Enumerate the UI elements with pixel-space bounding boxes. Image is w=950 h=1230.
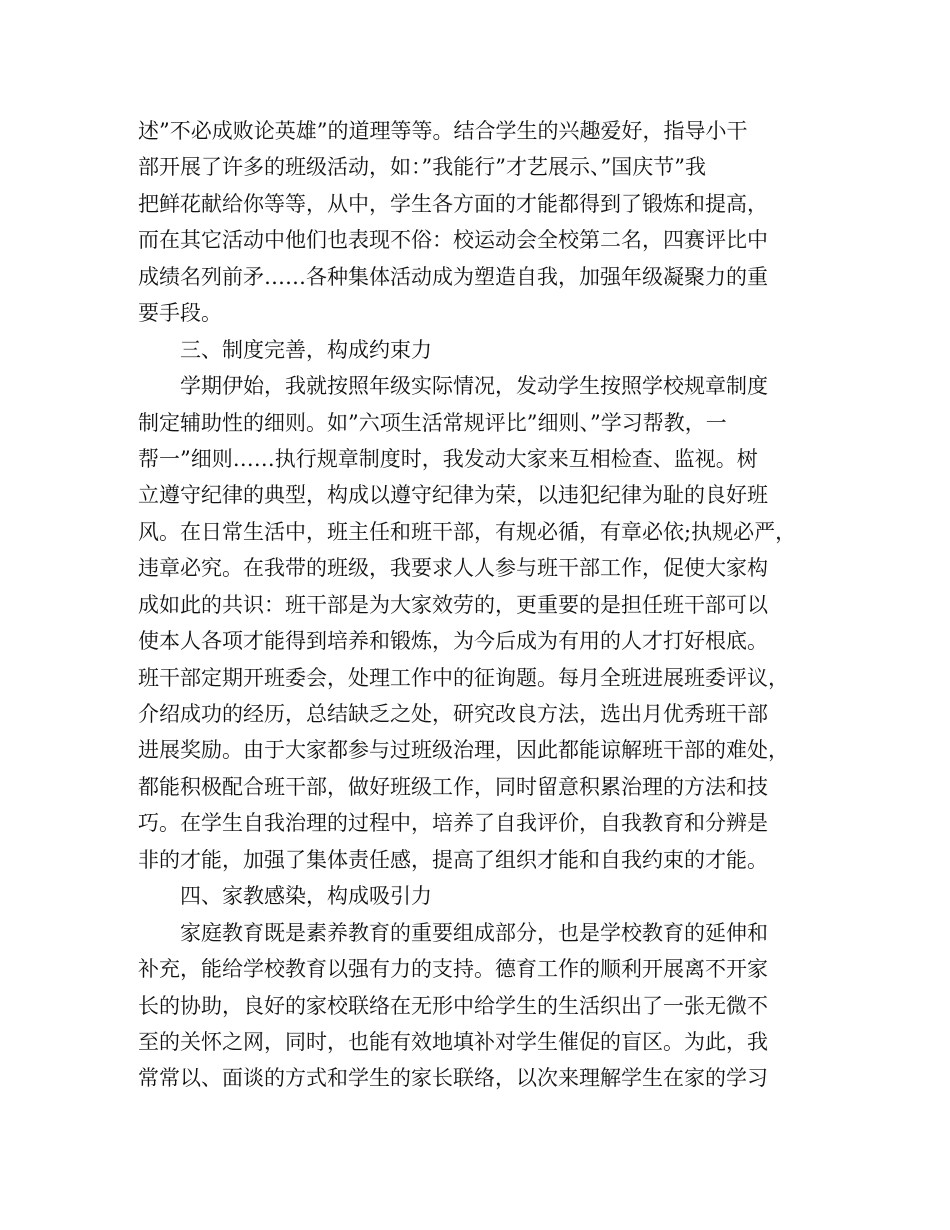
text-line: 班干部定期开班委会，处理工作中的征询题。每月全班进展班委评议，	[138, 665, 789, 690]
text-line: 把鲜花献给你等等，从中，学生各方面的才能都得到了锻炼和提高，	[138, 191, 768, 216]
text-line: 介绍成功的经历，总结缺乏之处，研究改良方法，选出月优秀班干部	[138, 702, 768, 726]
text-line: 都能积极配合班干部，做好班级工作，同时留意积累治理的方法和技	[138, 774, 768, 799]
paragraph-start-line: 四、家教感染，构成吸引力	[180, 884, 432, 909]
text-line: 帮一”细则……执行规章制度时，我发动大家来互相检查、监视。树	[138, 446, 758, 471]
paragraph-start-line: 三、制度完善，构成约束力	[180, 337, 432, 362]
text-line: 成如此的共识：班干部是为大家效劳的，更重要的是担任班干部可以	[138, 592, 768, 617]
text-line: 至的关怀之网，同时，也能有效地填补对学生催促的盲区。为此，我	[138, 1029, 768, 1054]
text-line: 风。在日常生活中，班主任和班干部，有规必循，有章必依;执规必严，	[138, 519, 797, 544]
text-line: 常常以、面谈的方式和学生的家长联络，以次来理解学生在家的学习	[138, 1066, 768, 1091]
text-line: 而在其它活动中他们也表现不俗：校运动会全校第二名，四赛评比中	[138, 228, 768, 253]
document-body	[138, 113, 814, 1097]
text-line: 部开展了许多的班级活动，如：”我能行”才艺展示、”国庆节”我	[138, 155, 706, 180]
text-line: 违章必究。在我带的班级，我要求人人参与班干部工作，促使大家构	[138, 556, 768, 581]
text-line: 立遵守纪律的典型，构成以遵守纪律为荣，以违犯纪律为耻的良好班	[138, 483, 768, 508]
text-line: 制定辅助性的细则。如”六项生活常规评比”细则、”学习帮教，一	[138, 410, 727, 435]
text-line: 要手段。	[138, 301, 222, 326]
text-line: 进展奖励。由于大家都参与过班级治理，因此都能谅解班干部的难处，	[138, 738, 789, 763]
text-line: 非的才能，加强了集体责任感，提高了组织才能和自我约束的才能。	[138, 847, 768, 872]
text-line: 补充，能给学校教育以强有力的支持。德育工作的顺利开展离不开家	[138, 957, 768, 982]
text-line: 述”不必成败论英雄”的道理等等。结合学生的兴趣爱好，指导小干	[138, 119, 748, 143]
paragraph-start-line: 学期伊始，我就按照年级实际情况，发动学生按照学校规章制度	[180, 374, 768, 399]
paragraph-start-line: 家庭教育既是素养教育的重要组成部分，也是学校教育的延伸和	[180, 920, 768, 945]
text-line: 巧。在学生自我治理的过程中，培养了自我评价，自我教育和分辨是	[138, 811, 768, 836]
text-line: 长的协助，良好的家校联络在无形中给学生的生活织出了一张无微不	[138, 993, 768, 1018]
text-line: 使本人各项才能得到培养和锻炼，为今后成为有用的人才打好根底。	[138, 629, 768, 654]
text-line: 成绩名列前矛……各种集体活动成为塑造自我，加强年级凝聚力的重	[138, 264, 768, 289]
